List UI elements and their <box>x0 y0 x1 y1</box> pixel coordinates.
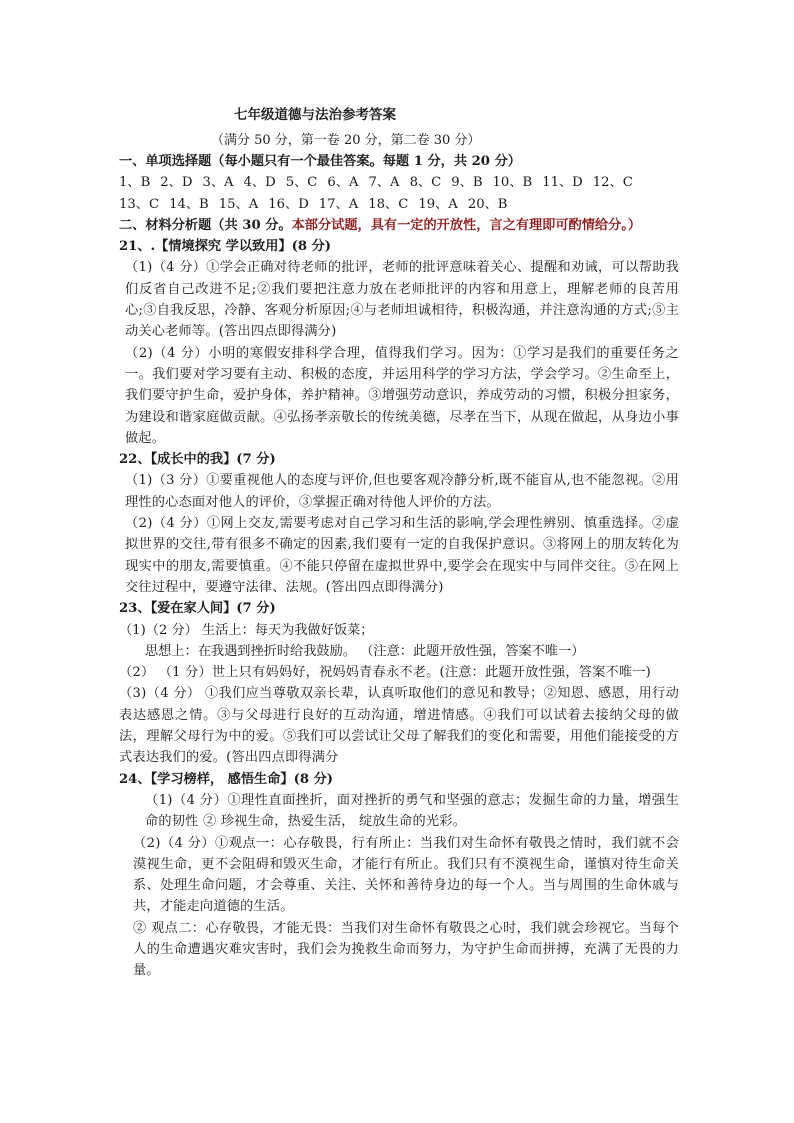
answer-content <box>119 151 679 982</box>
q21-heading: 21、.【情境探究 学以致用】(8 分) <box>119 239 332 255</box>
q21-part1: （1)（4 分）①学会正确对待老师的批评，老师的批评意味着关心、提醒和劝诫，可以帮助我们反省自己改进不足;②我们要把注意力放在老师批评的内容和用意上，理解老师的良苦用心;③自我反思，冷静、客观分析原因;④与老师坦诚相待，积极沟通，并注意沟通的方式;⑤主动关心老师等。(答出四点即得满分) <box>125 260 679 340</box>
choice-answer: 17、A <box>318 196 359 212</box>
section2-heading <box>119 215 679 236</box>
section2-title: 二、材料分析题（共 30 分。 <box>119 217 292 233</box>
choice-answer: 1、B <box>119 175 151 191</box>
choice-answer: 2、D <box>160 175 193 191</box>
choice-answer: 8、C <box>409 175 442 191</box>
q23-part1a: （1)（2 分） 生活上：每天为我做好饭菜； <box>119 622 374 638</box>
q23-part1b: 思想上：在我遇到挫折时给我鼓励。 （注意：此题开放性强，答案不唯一） <box>145 643 585 659</box>
section2-note: 本部分试题，具有一定的开放性，言之有理即可酌情给分。） <box>291 217 642 233</box>
choice-answer: 10、B <box>492 175 533 191</box>
q22-part2: （2)（4 分）①网上交友,需要考虑对自己学习和生活的影响,学会理性辨别、慎重选择。②虚拟世界的交往,带有很多不确定的因素,我们要有一定的自我保护意识。③将网上的朋友转化为现实中的朋友,需要慎重。④不能只停留在虚拟世界中,要学会在现实中与同伴交往。⑤在网上交往过程中，要遵守法律、法规。(答出四点即得满分) <box>125 516 679 595</box>
page-title: 七年级道德与法治参考答案 <box>234 107 396 123</box>
q22-heading: 22、【成长中的我】(7 分) <box>119 452 276 468</box>
choice-answer: 19、A <box>418 196 458 212</box>
q22-part1: （1)（3 分）①要重视他人的态度与评价,但也要客观冷静分析,既不能盲从,也不能忽视。②用理性的心态面对他人的评价，③掌握正确对待他人评价的方法。 <box>125 473 679 510</box>
q24-part1: （1)（4 分）①理性直面挫折，面对挫折的勇气和坚强的意志；发掘生命的力量，增强生命的韧性 ② 珍视生命，热爱生活， 绽放生命的光彩。 <box>145 792 679 830</box>
page-subtitle: （满分 50 分，第一卷 20 分，第二卷 30 分） <box>211 133 481 148</box>
q23-part2: （2） （1 分）世上只有妈妈好，祝妈妈青春永不老。(注意：此题开放性强，答案不唯一) <box>119 665 651 681</box>
q24-heading: 24、【学习榜样， 感悟生命】(8 分) <box>119 771 334 787</box>
choice-answer: 5、C <box>285 175 318 191</box>
choice-answer: 6、A <box>327 175 359 191</box>
choice-answer: 7、A <box>368 175 400 191</box>
choice-answer: 15、A <box>218 196 259 212</box>
choice-answer: 18、C <box>368 196 409 212</box>
choice-answer: 11、D <box>542 175 583 191</box>
choice-answer: 9、B <box>451 175 483 191</box>
choice-answer: 16、D <box>268 196 309 212</box>
q21-part2: （2)（4 分）小明的寒假安排科学合理，值得我们学习。因为：①学习是我们的重要任务之一。我们要对学习要有主动、积极的态度，并运用科学的学习方法，学会学习。②生命至上，我们要守护生命，爱护身体，养护精神。③增强劳动意识，养成劳动的习惯，积极分担家务，为建设和谐家庭做贡献。④弘扬孝亲敬长的传统美德，尽孝在当下，从现在做起，从身边小事做起。 <box>125 345 679 446</box>
q24-part2: （2)（4 分）①观点一：心存敬畏，行有所止：当我们对生命怀有敬畏之情时，我们就不会漠视生命，更不会阻碍和毁灭生命，才能行有所止。我们只有不漠视生命，谨慎对待生命关系、处理生命问题，才会尊重、关注、关怀和善待身边的每一个人。当与周围的生命休戚与共，才能走向道德的生活。 <box>133 835 679 915</box>
choice-answer: 20、B <box>467 196 508 212</box>
section1-heading: 一、单项选择题（每小题只有一个最佳答案。每题 1 分，共 20 分） <box>119 154 521 169</box>
choice-answer: 14、B <box>169 196 209 212</box>
choice-answer: 12、C <box>592 175 633 191</box>
choice-answer: 13、C <box>119 196 160 212</box>
q24-part3: ② 观点二：心存敬畏，才能无畏：当我们对生命怀有敬畏之心时，我们就会珍视它。当每个人的生命遭遇灾难灾害时，我们会为挽救生命而努力，为守护生命而拼搏，充满了无畏的力量。 <box>133 920 679 979</box>
choice-answers <box>119 172 689 215</box>
q23-part3: （3)（4 分） ①我们应当尊敬双亲长辈，认真听取他们的意见和教导；②知恩、感恩，用行动表达感恩之情。③与父母进行良好的互动沟通，增进情感。④我们可以试着去接纳父母的做法，理解父母行为中的爱。⑤我们可以尝试让父母了解我们的变化和需要，用他们能接受的方式表达我们的爱。(答出四点即得满分 <box>119 686 679 766</box>
choice-answer: 4、D <box>243 175 276 191</box>
q23-heading: 23、【爱在家人间】(7 分) <box>119 601 276 617</box>
choice-answer: 3、A <box>202 175 234 191</box>
